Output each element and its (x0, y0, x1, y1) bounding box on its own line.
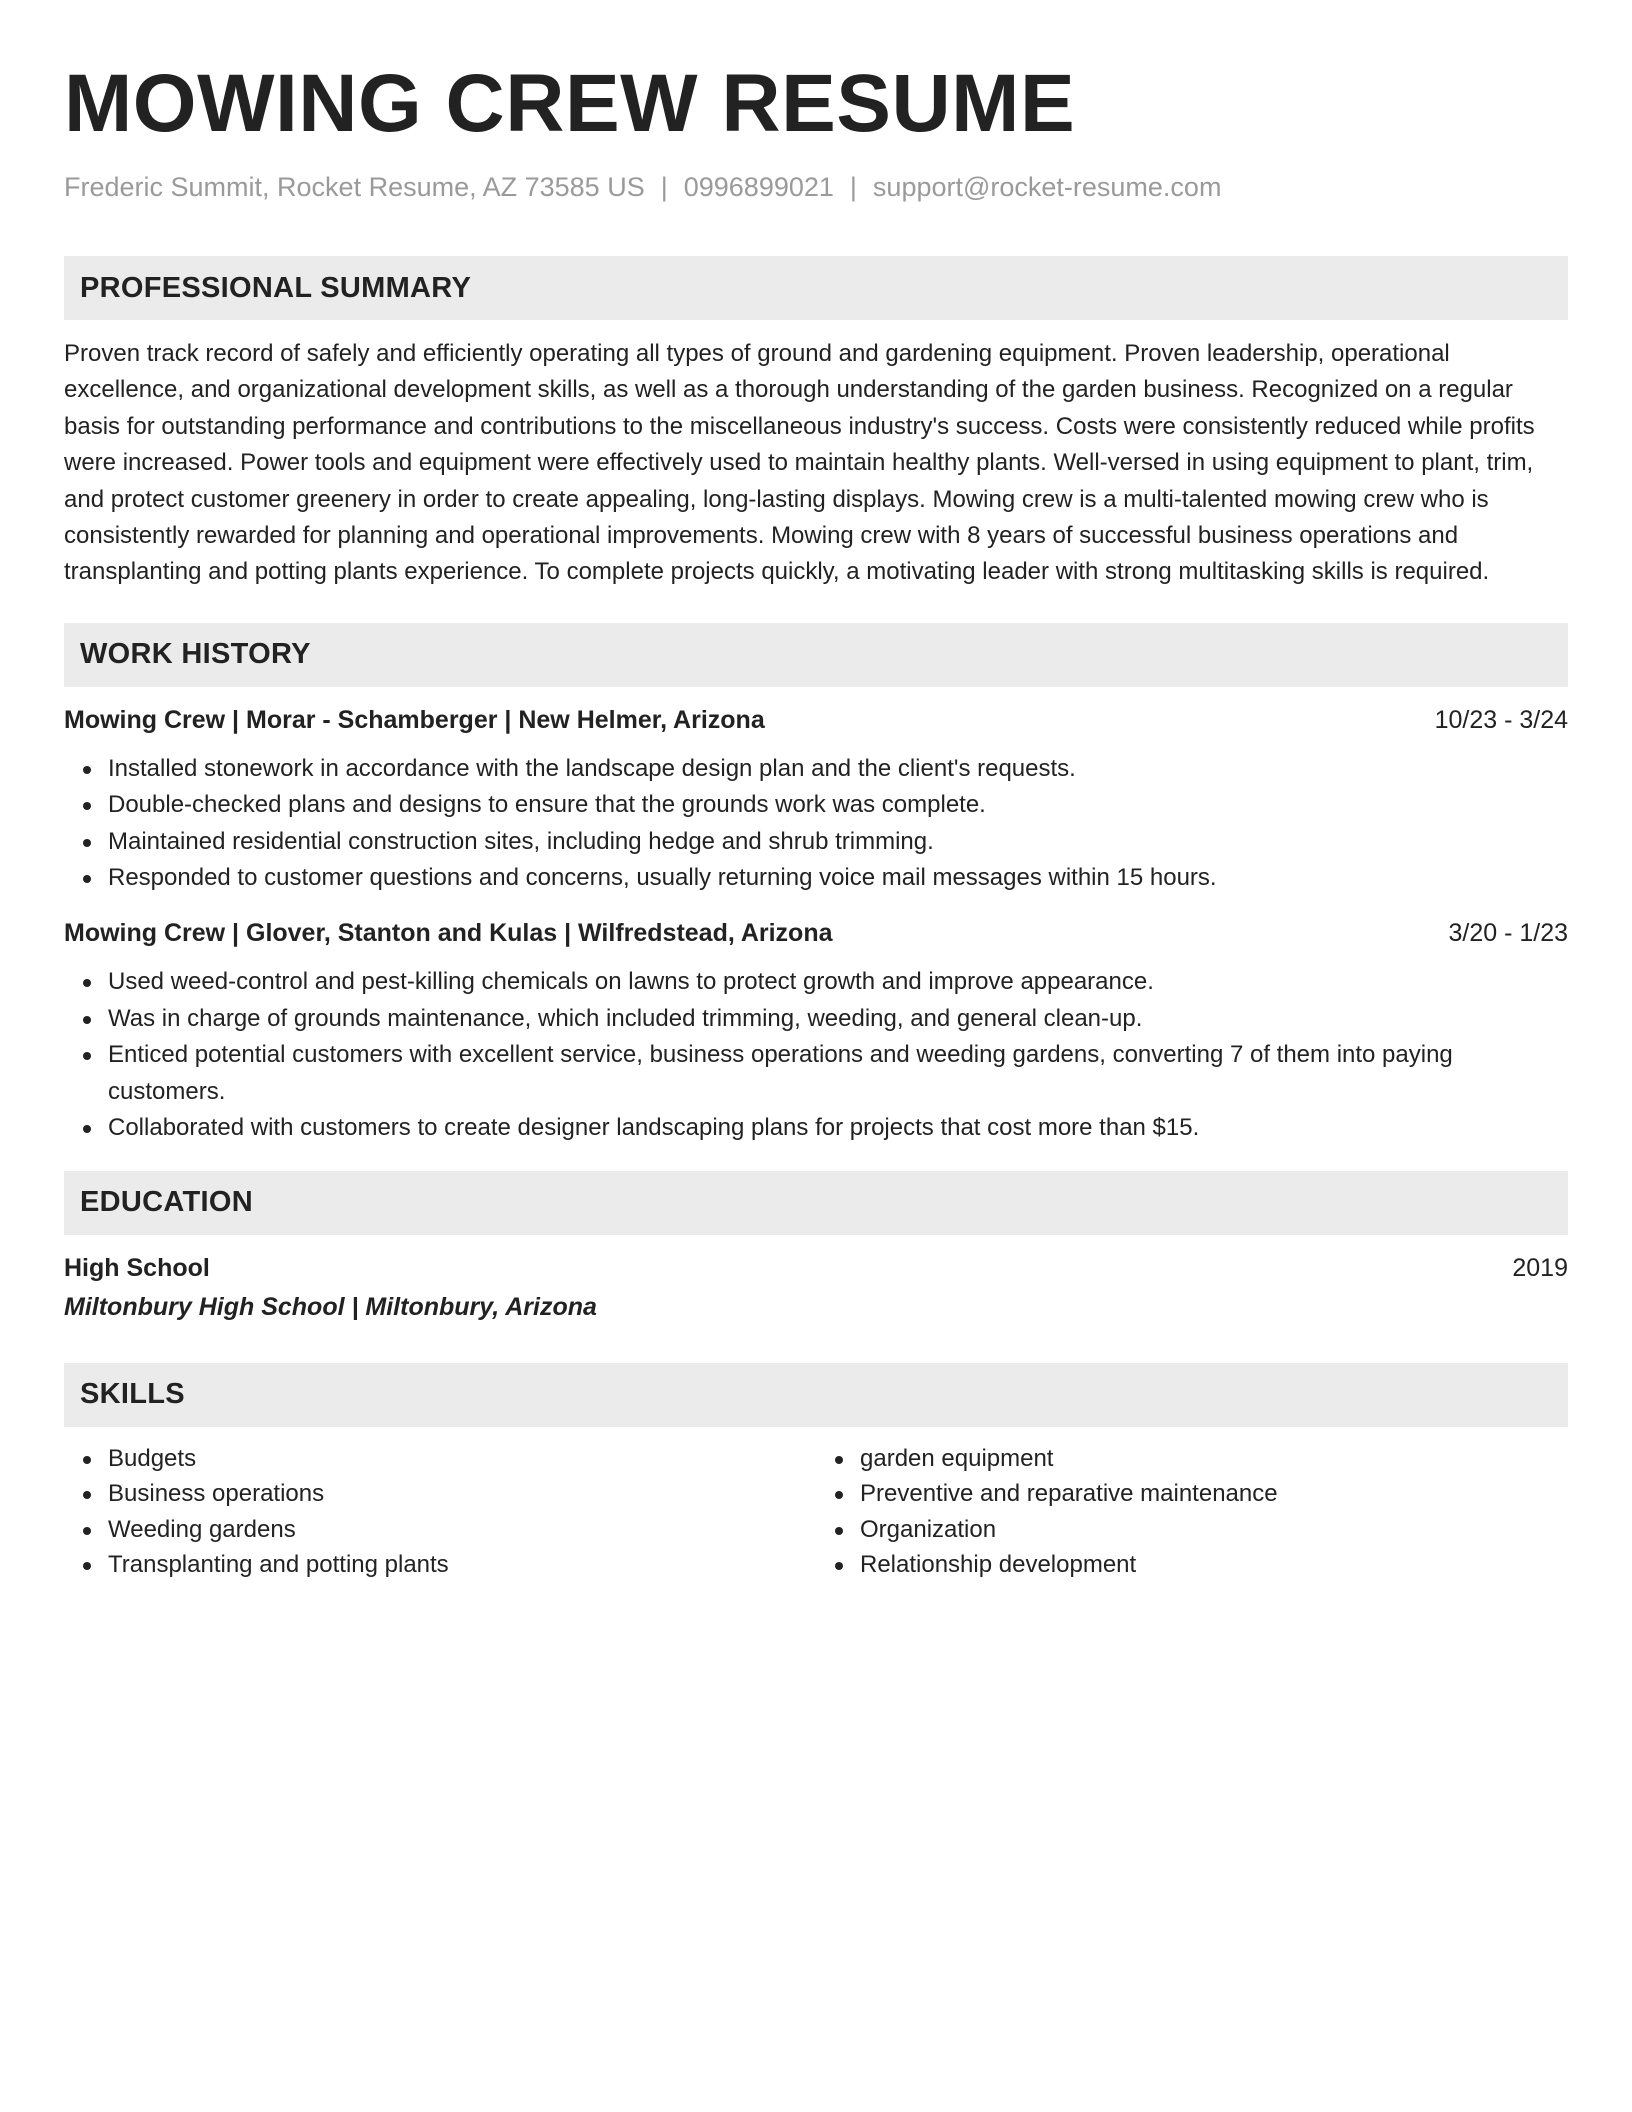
contact-phone: 0996899021 (683, 172, 834, 202)
page-title: MOWING CREW RESUME (64, 58, 1076, 149)
skill-item: garden equipment (860, 1441, 1568, 1477)
job-bullet: Used weed-control and pest-killing chemicals on lawns to protect growth and improve appearance. (108, 964, 1568, 1000)
skills-column-left (64, 1441, 816, 1583)
contact-address: Frederic Summit, Rocket Resume, AZ 73585 US (64, 172, 645, 202)
job-bullet: Installed stonework in accordance with the landscape design plan and the client's requests. (108, 751, 1568, 787)
job-dates: 10/23 - 3/24 (1434, 705, 1568, 734)
skill-item: Transplanting and potting plants (108, 1547, 816, 1583)
job-dates: 3/20 - 1/23 (1448, 919, 1568, 948)
job-bullet: Double-checked plans and designs to ensure that the grounds work was complete. (108, 787, 1568, 823)
work-history-heading: WORK HISTORY (64, 623, 1568, 687)
contact-line (64, 170, 1568, 204)
contact-separator: | (849, 172, 857, 202)
job-bullets (64, 751, 1568, 897)
education-heading: EDUCATION (64, 1171, 1568, 1235)
skill-item: Budgets (108, 1441, 816, 1477)
contact-email: support@rocket-resume.com (872, 172, 1222, 202)
skills-bullets (64, 1441, 816, 1583)
skills-heading: SKILLS (64, 1363, 1568, 1427)
summary-text: Proven track record of safely and efficiently operating all types of ground and gardening equipment. Proven leadership, operational excellence, and organizational development skills, as well as a thorough understanding of the garden business. Recognized on a regular basis for outstanding performance and contributions to the miscellaneous industry's success. Costs were consistently reduced while profits were increased. Power tools and equipment were effectively used to maintain healthy plants. Well-versed in using equipment to plant, trim, and protect customer greenery in order to create appealing, long-lasting displays. Mowing crew is a multi-talented mowing crew who is consistently rewarded for planning and operational improvements. Mowing crew with 8 years of successful business operations and transplanting and potting plants experience. To complete projects quickly, a motivating leader with strong multitasking skills is required. (64, 340, 1535, 586)
skills-list (64, 1441, 1568, 1583)
skill-item: Organization (860, 1512, 1568, 1548)
job-bullet: Responded to customer questions and concerns, usually returning voice mail messages within 15 hours. (108, 860, 1568, 896)
skills-bullets (816, 1441, 1568, 1583)
education-degree: High School (64, 1253, 210, 1282)
summary-heading: PROFESSIONAL SUMMARY (64, 256, 1568, 320)
job-title: Mowing Crew | Glover, Stanton and Kulas | Wilfredstead, Arizona (64, 919, 833, 948)
job-entry (64, 703, 1568, 897)
job-bullet: Was in charge of grounds maintenance, which included trimming, weeding, and general clean-up. (108, 1001, 1568, 1037)
job-bullets (64, 964, 1568, 1146)
job-bullet: Maintained residential construction sites, including hedge and shrub trimming. (108, 824, 1568, 860)
education-year: 2019 (1512, 1253, 1568, 1282)
contact-separator: | (660, 172, 668, 202)
job-bullet: Collaborated with customers to create designer landscaping plans for projects that cost more than $15. (108, 1110, 1568, 1146)
skill-item: Preventive and reparative maintenance (860, 1476, 1568, 1512)
skill-item: Business operations (108, 1476, 816, 1512)
job-header (64, 916, 1568, 950)
job-title: Mowing Crew | Morar - Schamberger | New Helmer, Arizona (64, 705, 765, 734)
skill-item: Weeding gardens (108, 1512, 816, 1548)
job-entry (64, 916, 1568, 1146)
skill-item: Relationship development (860, 1547, 1568, 1583)
job-bullet: Enticed potential customers with excellent service, business operations and weeding gardens, converting 7 of them into paying customers. (108, 1037, 1568, 1110)
job-header (64, 703, 1568, 737)
skills-column-right (816, 1441, 1568, 1583)
education-school: Miltonbury High School | Miltonbury, Arizona (64, 1292, 597, 1321)
education-entry (64, 1251, 1568, 1285)
